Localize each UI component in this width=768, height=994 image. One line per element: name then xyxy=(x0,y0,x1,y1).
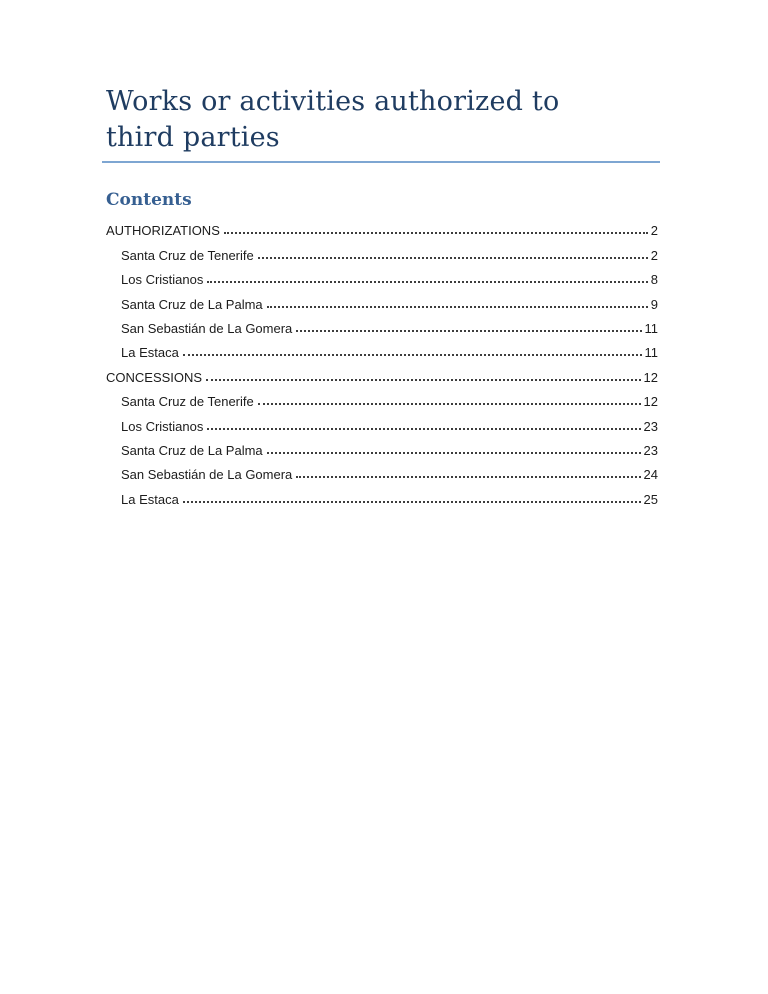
toc-entry-label: Santa Cruz de Tenerife xyxy=(121,247,254,263)
toc-dot-leader xyxy=(207,428,640,430)
toc-page-number: 11 xyxy=(644,320,658,336)
toc-page-number: 23 xyxy=(643,418,658,434)
toc-entry-label: San Sebastián de La Gomera xyxy=(121,320,293,336)
toc-dot-leader xyxy=(183,501,641,503)
toc-entry[interactable] xyxy=(106,312,658,336)
toc-page-number: 11 xyxy=(644,345,658,361)
toc-entry[interactable] xyxy=(106,238,658,262)
toc-dot-leader xyxy=(267,306,648,308)
toc-entry[interactable] xyxy=(106,336,658,360)
document-header xyxy=(106,84,658,163)
document-title-line-2: third parties xyxy=(106,122,280,153)
toc-page-number: 12 xyxy=(643,369,658,385)
toc-entry-label: Los Cristianos xyxy=(121,272,204,288)
toc-dot-leader xyxy=(296,330,641,332)
document-title xyxy=(106,84,658,156)
table-of-contents xyxy=(106,214,658,507)
toc-entry[interactable] xyxy=(106,458,658,482)
toc-entry-label: CONCESSIONS xyxy=(106,369,203,385)
toc-entry-label: AUTHORIZATIONS xyxy=(106,223,220,239)
toc-dot-leader xyxy=(207,281,647,283)
toc-dot-leader xyxy=(224,232,648,234)
toc-page-number: 25 xyxy=(643,491,658,507)
toc-entry[interactable] xyxy=(106,409,658,433)
toc-dot-leader xyxy=(258,403,641,405)
toc-page-number: 8 xyxy=(650,272,658,288)
toc-page-number: 2 xyxy=(650,223,658,239)
toc-dot-leader xyxy=(183,354,642,356)
toc-entry[interactable] xyxy=(106,287,658,311)
toc-dot-leader xyxy=(296,476,640,478)
document-title-line-1: Works or activities authorized to xyxy=(106,86,560,117)
toc-dot-leader xyxy=(258,257,648,259)
toc-entry-label: La Estaca xyxy=(121,345,179,361)
toc-entry-label: Santa Cruz de La Palma xyxy=(121,442,263,458)
document-page xyxy=(106,0,658,507)
toc-page-number: 24 xyxy=(643,467,658,483)
toc-page-number: 12 xyxy=(643,394,658,410)
toc-entry[interactable] xyxy=(106,385,658,409)
toc-page-number: 9 xyxy=(650,296,658,312)
toc-entry-label: San Sebastián de La Gomera xyxy=(121,467,293,483)
toc-dot-leader xyxy=(206,379,640,381)
toc-entry[interactable] xyxy=(106,434,658,458)
toc-entry[interactable] xyxy=(106,360,658,384)
title-underline-rule xyxy=(102,161,660,163)
toc-entry-label: Santa Cruz de La Palma xyxy=(121,296,263,312)
toc-dot-leader xyxy=(267,452,641,454)
toc-entry-label: Santa Cruz de Tenerife xyxy=(121,394,254,410)
contents-heading: Contents xyxy=(106,190,192,210)
toc-entry-label: Los Cristianos xyxy=(121,418,204,434)
toc-page-number: 23 xyxy=(643,442,658,458)
toc-page-number: 2 xyxy=(650,247,658,263)
toc-entry[interactable] xyxy=(106,263,658,287)
toc-entry[interactable] xyxy=(106,214,658,238)
toc-entry[interactable] xyxy=(106,482,658,506)
toc-entry-label: La Estaca xyxy=(121,491,179,507)
